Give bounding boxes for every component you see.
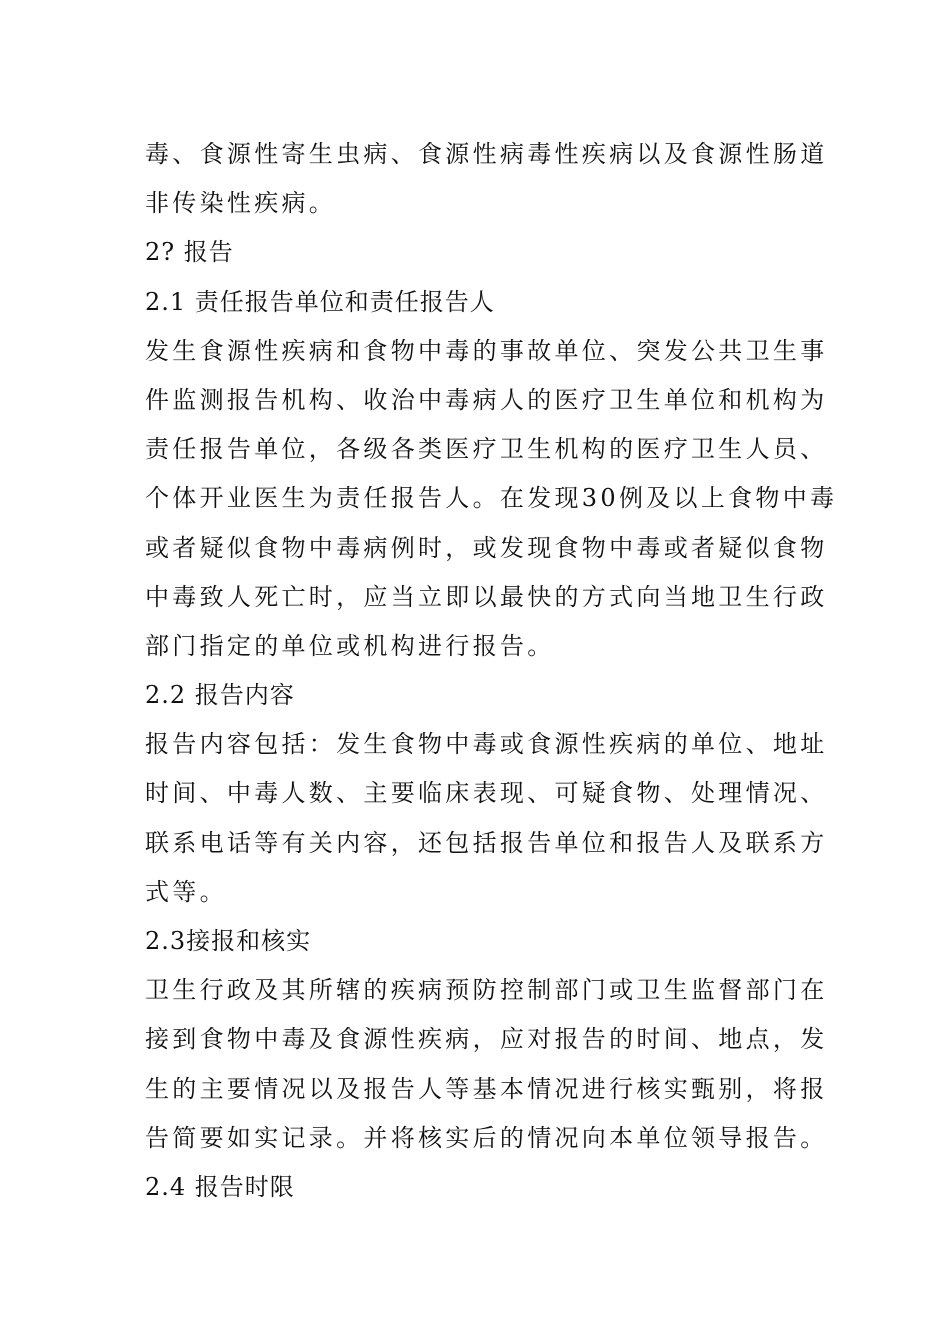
paragraph-line: 非传染性疾病。 [145, 189, 337, 218]
paragraph-line: 式等。 [145, 877, 227, 906]
paragraph-line: 接到食物中毒及食源性疾病，应对报告的时间、地点，发 [145, 1025, 828, 1054]
paragraph-line: 或者疑似食物中毒病例时，或发现食物中毒或者疑似食物 [145, 533, 828, 562]
paragraph-line: 个体开业医生为责任报告人。在发现30例及以上食物中毒 [145, 484, 838, 513]
paragraph-line: 责任报告单位，各级各类医疗卫生机构的医疗卫生人员、 [145, 435, 828, 464]
paragraph-line: 中毒致人死亡时，应当立即以最快的方式向当地卫生行政 [145, 582, 828, 611]
paragraph-line: 联系电话等有关内容，还包括报告单位和报告人及联系方 [145, 828, 828, 857]
section-heading: 2.1 责任报告单位和责任报告人 [145, 287, 495, 316]
paragraph-line: 生的主要情况以及报告人等基本情况进行核实甄别，将报 [145, 1074, 828, 1103]
paragraph-line: 卫生行政及其所辖的疾病预防控制部门或卫生监督部门在 [145, 976, 828, 1005]
paragraph-line: 告简要如实记录。并将核实后的情况向本单位领导报告。 [145, 1123, 828, 1152]
paragraph-line: 时间、中毒人数、主要临床表现、可疑食物、处理情况、 [145, 779, 828, 808]
section-heading: 2.3接报和核实 [145, 927, 312, 955]
paragraph-line: 件监测报告机构、收治中毒病人的医疗卫生单位和机构为 [145, 385, 828, 414]
paragraph-line: 报告内容包括：发生食物中毒或食源性疾病的单位、地址 [145, 730, 828, 759]
section-heading: 2? 报告 [145, 238, 234, 267]
section-heading: 2.4 报告时限 [145, 1172, 295, 1201]
paragraph-line: 毒、食源性寄生虫病、食源性病毒性疾病以及食源性肠道 [145, 140, 828, 168]
paragraph-line: 部门指定的单位或机构进行报告。 [145, 631, 555, 660]
section-heading: 2.2 报告内容 [145, 681, 295, 710]
document-body [145, 130, 838, 1212]
paragraph-line: 发生食源性疾病和食物中毒的事故单位、突发公共卫生事 [145, 336, 828, 365]
